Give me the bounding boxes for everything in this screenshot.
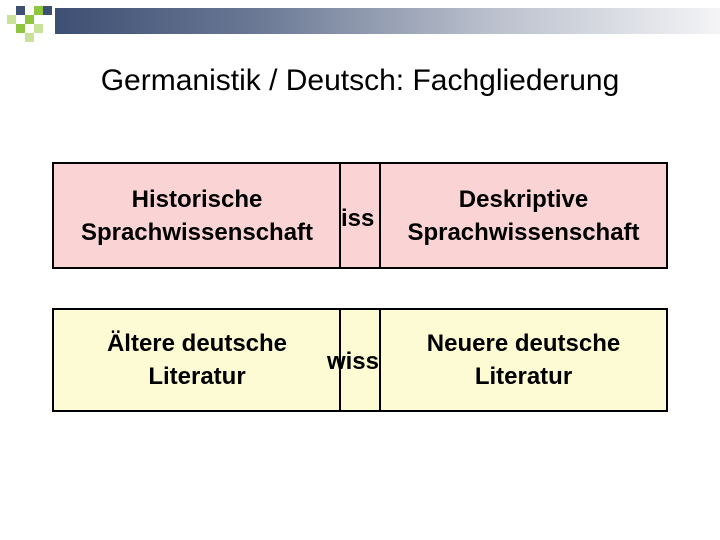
- historical-line1: Historische: [131, 185, 263, 213]
- descriptive-linguistics-label: [381, 164, 666, 267]
- deco-square-6: [16, 24, 25, 33]
- deco-square-2: [34, 6, 43, 15]
- newer-line2: Literatur: [474, 363, 573, 390]
- deco-square-3: [43, 6, 52, 15]
- deco-square-1: [16, 6, 25, 15]
- header-gradient-bar: [55, 8, 720, 34]
- historical-linguistics-label: [54, 164, 340, 267]
- language-middle-fragment: iss: [341, 205, 375, 232]
- deco-square-8: [25, 33, 34, 42]
- deco-square-7: [34, 24, 43, 33]
- descriptive-line1: Deskriptive: [458, 185, 589, 213]
- older-literature-label: [54, 310, 340, 410]
- newer-line1: Neuere deutsche: [426, 330, 621, 357]
- older-line2: Literatur: [148, 363, 246, 390]
- descriptive-line2: Sprachwissenschaft: [407, 218, 640, 246]
- literature-box: [52, 308, 668, 412]
- slide-title: Germanistik / Deutsch: Fachgliederung: [100, 64, 620, 97]
- older-line1: Ältere deutsche: [106, 330, 288, 357]
- deco-square-4: [7, 15, 16, 24]
- historical-line2: Sprachwissenschaft: [80, 218, 314, 246]
- literature-middle-fragment: wiss: [326, 348, 379, 375]
- deco-square-5: [25, 15, 34, 24]
- newer-literature-label: [381, 310, 666, 410]
- language-box: [52, 162, 668, 269]
